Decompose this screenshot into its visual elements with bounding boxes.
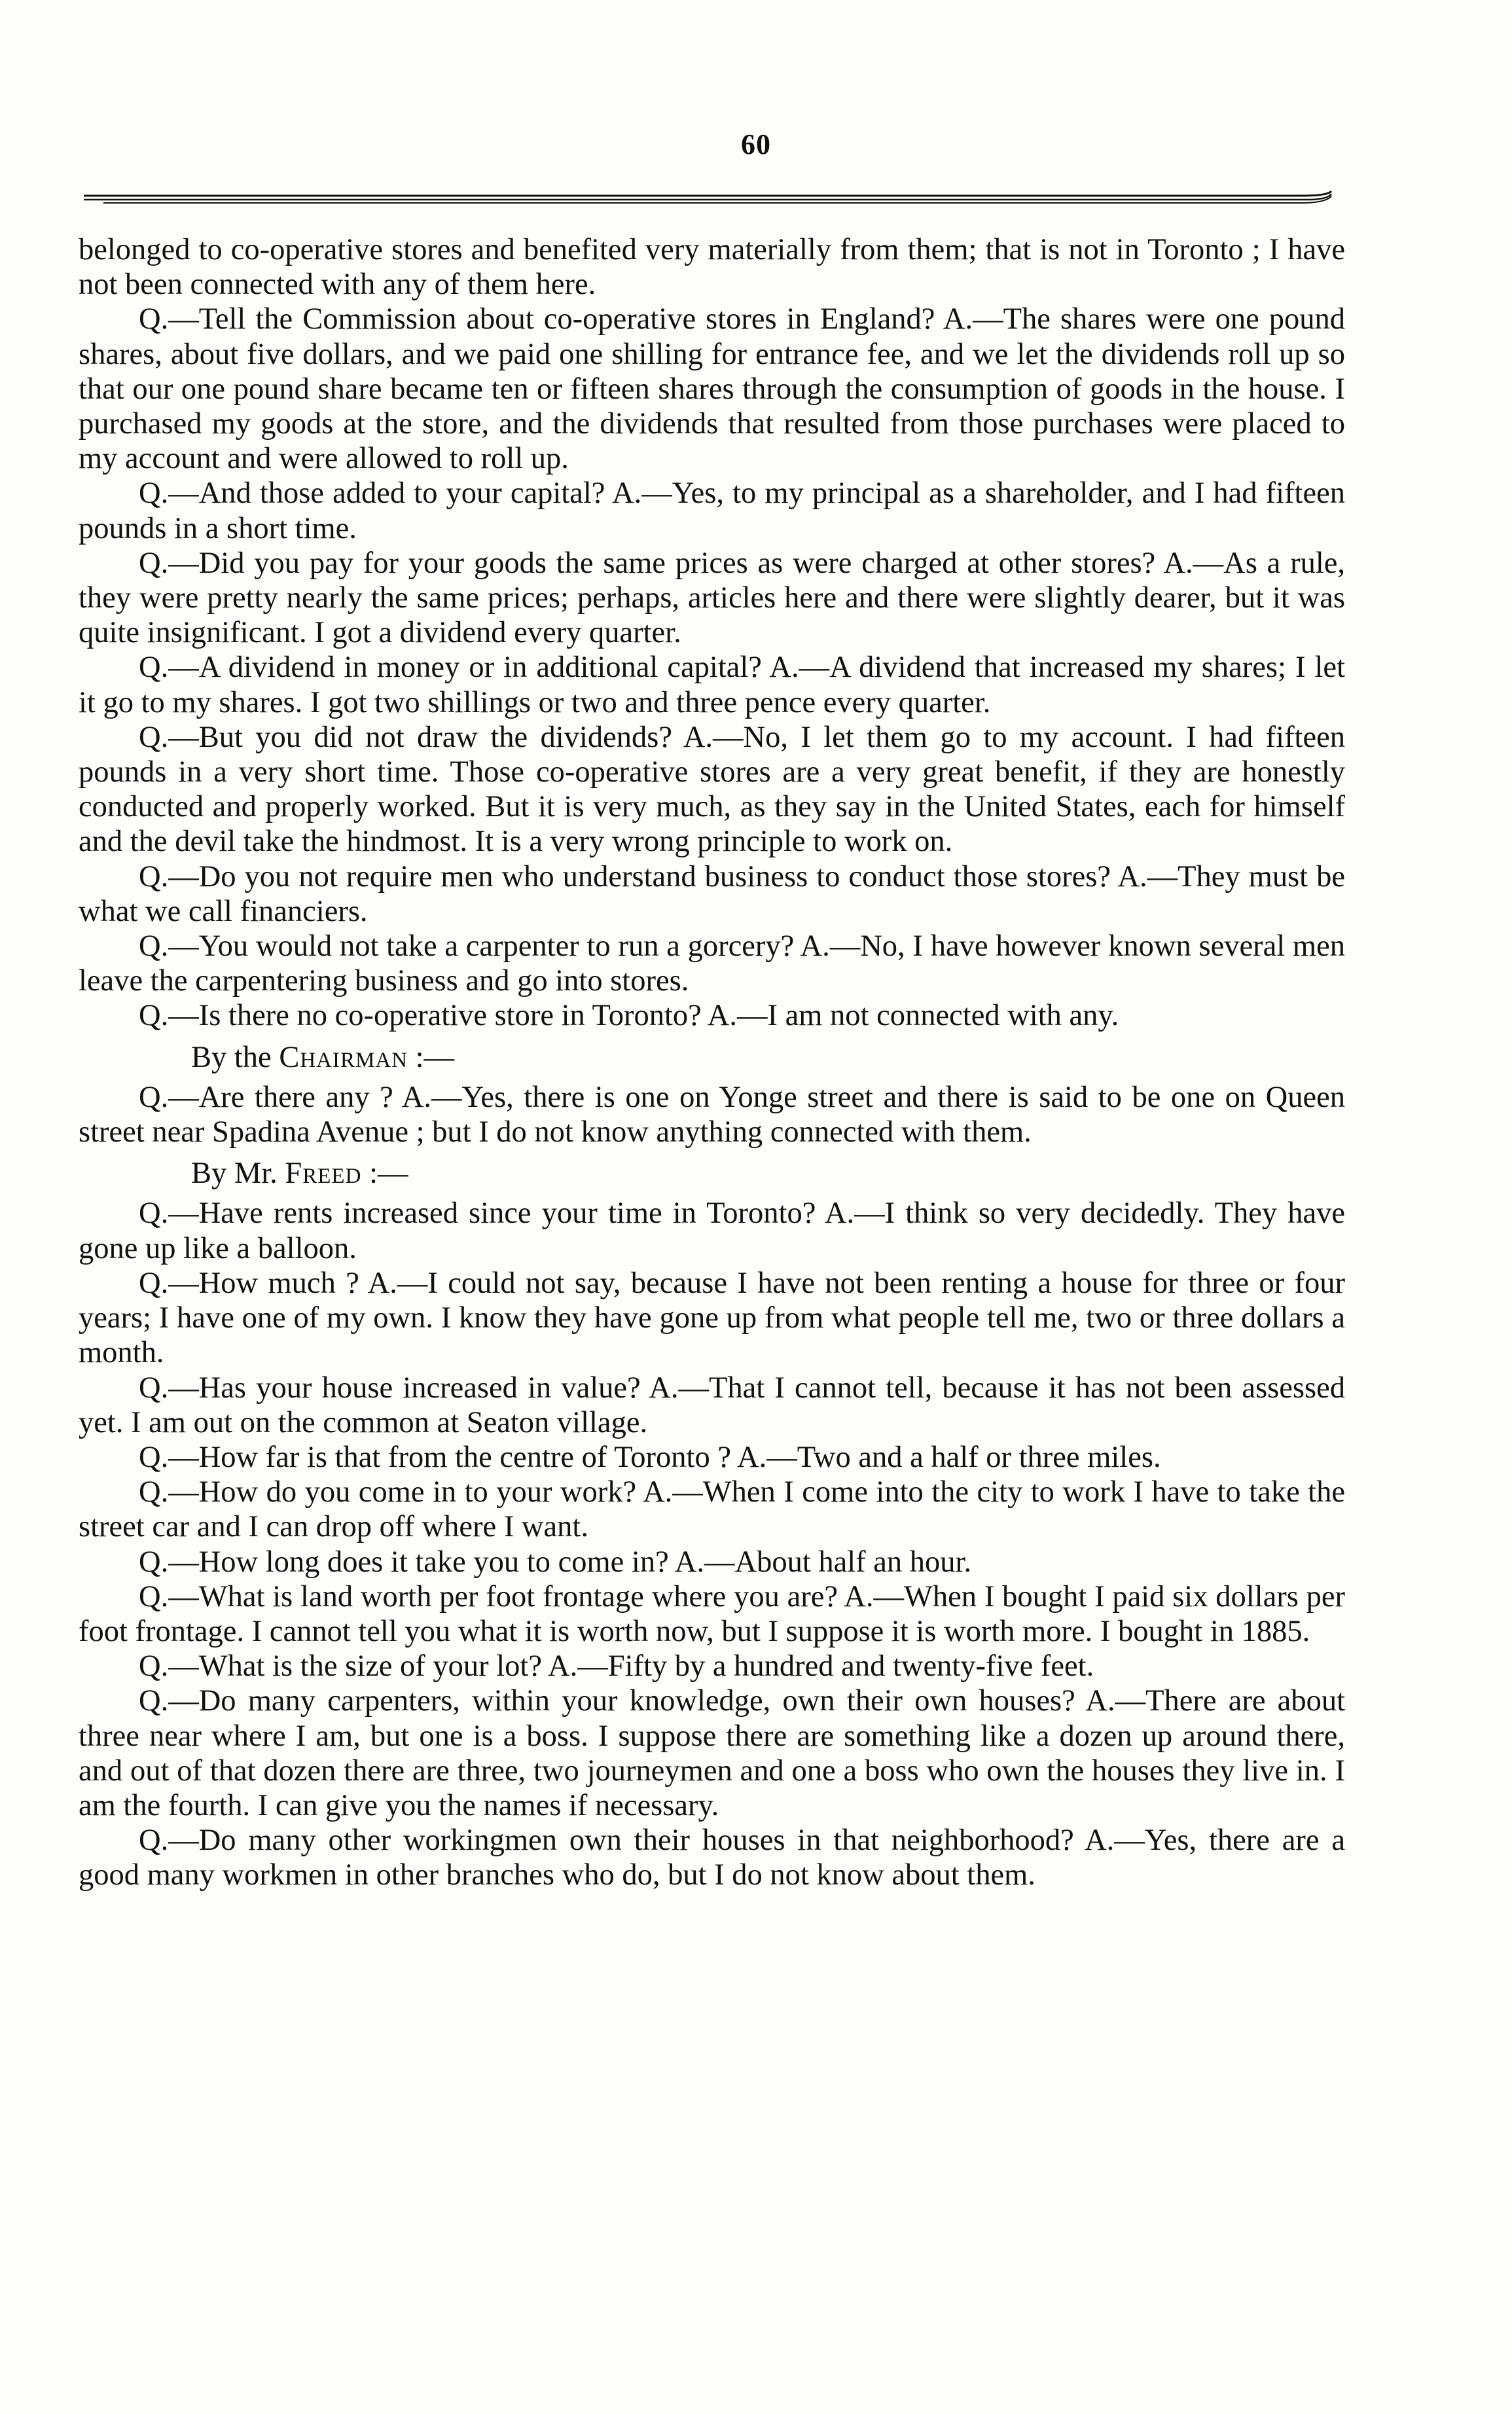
document-body [79, 232, 1345, 1893]
qa-paragraph: Q.—Do you not require men who understand business to conduct those stores? A.—They must be what we call financiers. [79, 859, 1345, 928]
qa-paragraph: Q.—Do many carpenters, within your knowledge, own their own houses? A.—There are about three near where I am, but one is a boss. I suppose there are something like a dozen up around there, and out of that dozen there are three, two journeymen and one a boss who own the houses they live in. I am the fourth. I can give you the names if necessary. [79, 1684, 1345, 1822]
speaker-heading-freed [79, 1156, 1345, 1191]
qa-paragraph: Q.—How long does it take you to come in? A.—About half an hour. [139, 1545, 972, 1579]
speaker-name: Freed [285, 1157, 362, 1191]
qa-paragraph: Q.—Has your house increased in value? A.—That I cannot tell, because it has not been assessed yet. I am out on the common at Seaton village. [79, 1371, 1345, 1439]
qa-paragraph: Q.—A dividend in money or in additional capital? A.—A dividend that increased my shares; I let it go to my shares. I got two shillings or two and three pence every quarter. [79, 651, 1345, 719]
qa-paragraph: Q.—Have rents increased since your time in Toronto? A.—I think so very decidedly. They have gone up like a balloon. [79, 1197, 1345, 1265]
speaker-prefix: By Mr. [191, 1157, 285, 1191]
speaker-heading-chairman [79, 1040, 1345, 1075]
speaker-prefix: By the [191, 1040, 279, 1074]
qa-paragraph: Q.—How much ? A.—I could not say, because I have not been renting a house for three or four years; I have one of my own. I know they have gone up from what people tell me, two or three dollars a month. [79, 1266, 1345, 1370]
qa-paragraph: Q.—Did you pay for your goods the same prices as were charged at other stores? A.—As a rule, they were pretty nearly the same prices; perhaps, articles here and there were slightly dearer, but it was quite insignificant. I got a dividend every quarter. [79, 546, 1345, 650]
qa-paragraph: Q.—How far is that from the centre of Toronto ? A.—Two and a half or three miles. [139, 1440, 1161, 1474]
header-rule [84, 190, 1334, 207]
qa-paragraph: Q.—You would not take a carpenter to run a gorcery? A.—No, I have however known several men leave the carpentering business and go into stores. [79, 929, 1345, 998]
speaker-suffix: :— [408, 1040, 455, 1074]
qa-paragraph: Q.—Tell the Commission about co-operative stores in England? A.—The shares were one pound shares, about five dollars, and we paid one shilling for entrance fee, and we let the dividends roll up so that our one pound share became ten or fifteen shares through the consumption of goods in the house. I purchased my goods at the store, and the dividends that resulted from those purchases were placed to my account and were allowed to roll up. [79, 302, 1345, 476]
qa-paragraph: Q.—Is there no co-operative store in Toronto? A.—I am not connected with any. [139, 999, 1119, 1033]
speaker-name: Chairman [279, 1040, 408, 1074]
qa-paragraph: Q.—But you did not draw the dividends? A.—No, I let them go to my account. I had fifteen pounds in a very short time. Those co-operative stores are a very great benefit, if they are honestly conducted and properly worked. But it is very much, as they say in the United States, each for himself and the devil take the hindmost. It is a very wrong principle to work on. [79, 720, 1345, 859]
qa-paragraph: Q.—How do you come in to your work? A.—When I come into the city to work I have to take the street car and I can drop off where I want. [79, 1475, 1345, 1544]
qa-paragraph: Q.—And those added to your capital? A.—Yes, to my principal as a shareholder, and I had fifteen pounds in a short time. [79, 477, 1345, 545]
qa-paragraph: Q.—What is land worth per foot frontage where you are? A.—When I bought I paid six dollars per foot frontage. I cannot tell you what it is worth now, but I suppose it is worth more. I bought in 1885. [79, 1579, 1345, 1648]
speaker-suffix: :— [361, 1157, 408, 1191]
qa-paragraph: Q.—Are there any ? A.—Yes, there is one on Yonge street and there is said to be one on Queen street near Spadina Avenue ; but I do not know anything connected with them. [79, 1080, 1345, 1149]
page-number: 60 [741, 128, 771, 160]
qa-paragraph: Q.—Do many other workingmen own their houses in that neighborhood? A.—Yes, there are a good many workmen in other branches who do, but I do not know about them. [79, 1824, 1345, 1892]
paragraph-continued: belonged to co-operative stores and benefited very materially from them; that is not in Toronto ; I have not been connected with any of them here. [79, 233, 1345, 302]
qa-paragraph: Q.—What is the size of your lot? A.—Fifty by a hundred and twenty-five feet. [139, 1649, 1094, 1684]
